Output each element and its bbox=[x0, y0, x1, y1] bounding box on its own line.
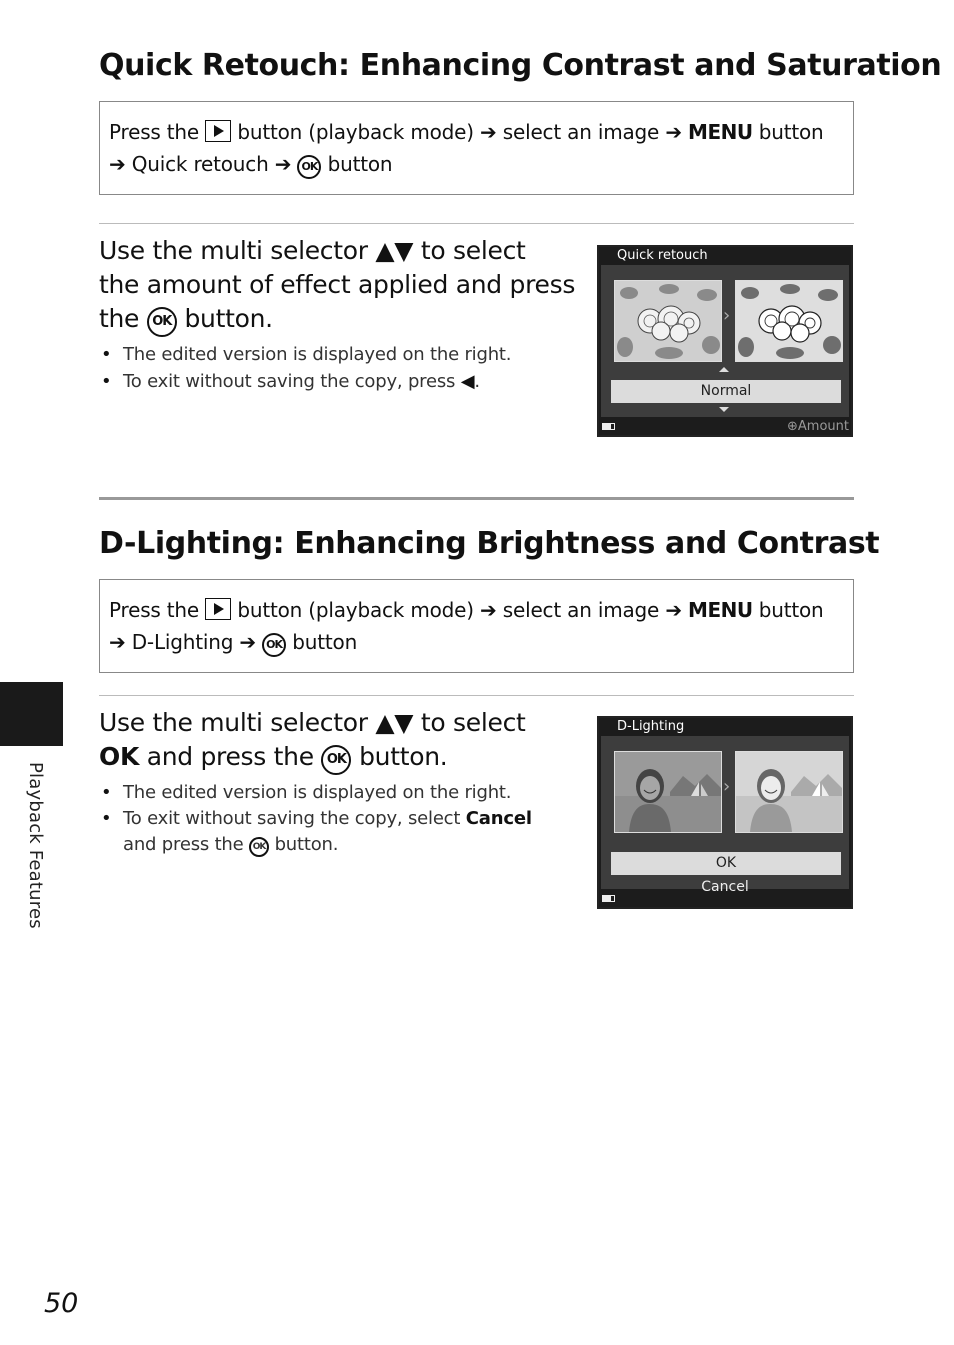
chapter-tab bbox=[0, 682, 63, 746]
chapter-label: Playback Features bbox=[25, 762, 46, 929]
nav-box-d-lighting bbox=[99, 579, 854, 673]
section-divider bbox=[99, 497, 854, 500]
arrow-right-icon: ➔ bbox=[239, 630, 256, 654]
cancel-text: Cancel bbox=[465, 808, 532, 829]
option-cancel: Cancel bbox=[701, 879, 749, 895]
flowers-before-thumbnail bbox=[614, 280, 722, 362]
divider bbox=[99, 223, 854, 224]
play-icon bbox=[205, 120, 231, 142]
arrow-right-icon: ➔ bbox=[665, 120, 682, 144]
nav-text: select an image bbox=[502, 120, 660, 144]
nav-text: button bbox=[758, 120, 824, 144]
amount-hint bbox=[787, 419, 849, 434]
ok-button-icon: OK bbox=[147, 307, 177, 337]
step-instruction-d-lighting bbox=[99, 706, 579, 775]
nav-text: D-Lighting bbox=[131, 630, 234, 654]
ok-button-icon: OK bbox=[297, 155, 321, 179]
list-item: • The edited version is displayed on the right. bbox=[101, 779, 571, 806]
screen-body bbox=[601, 736, 849, 895]
screen-title: Quick retouch bbox=[617, 248, 708, 263]
bullet-text: button. bbox=[274, 834, 339, 855]
chevron-right-icon: › bbox=[723, 776, 731, 797]
list-item: • The edited version is displayed on the right. bbox=[101, 341, 581, 368]
step-text: Use the multi selector bbox=[99, 708, 368, 737]
nav-text: select an image bbox=[502, 598, 660, 622]
list-item bbox=[101, 806, 571, 858]
nav-line-2 bbox=[109, 148, 392, 180]
up-down-arrows-icon: ▲▼ bbox=[375, 708, 414, 737]
multi-selector-icon: ⊕ bbox=[787, 419, 798, 434]
ok-option-text: OK bbox=[99, 742, 140, 771]
nav-line-1 bbox=[109, 594, 824, 626]
step-instruction-quick-retouch bbox=[99, 234, 579, 337]
flowers-after-thumbnail bbox=[735, 280, 843, 362]
portrait-after-thumbnail bbox=[735, 751, 843, 833]
camera-screen-quick-retouch bbox=[597, 245, 853, 437]
battery-icon bbox=[602, 895, 615, 902]
step-text: the amount of effect applied and press bbox=[99, 270, 576, 299]
chevron-right-icon: › bbox=[723, 305, 731, 326]
amount-label: Amount bbox=[797, 419, 849, 434]
menu-icon: MENU bbox=[688, 120, 753, 144]
screen-title: D-Lighting bbox=[617, 719, 685, 734]
option-normal: Normal bbox=[611, 380, 841, 403]
step-text: the bbox=[99, 304, 140, 333]
bullet-list bbox=[101, 341, 581, 395]
portrait-before-thumbnail bbox=[614, 751, 722, 833]
page-number: 50 bbox=[44, 1288, 79, 1319]
step-text: button. bbox=[359, 742, 448, 771]
nav-text: button bbox=[758, 598, 824, 622]
up-down-arrows-icon: ▲▼ bbox=[375, 236, 414, 265]
section-title-quick-retouch: Quick Retouch: Enhancing Contrast and Saturation bbox=[99, 48, 942, 83]
nav-line-1 bbox=[109, 116, 824, 148]
bullet-text: To exit without saving the copy, select bbox=[123, 808, 461, 829]
list-item: • To exit without saving the copy, press ◀. bbox=[101, 368, 581, 395]
screen-body bbox=[601, 265, 849, 417]
arrow-right-icon: ➔ bbox=[665, 598, 682, 622]
section-title-d-lighting: D-Lighting: Enhancing Brightness and Contrast bbox=[99, 526, 880, 561]
play-icon bbox=[205, 598, 231, 620]
arrow-right-icon: ➔ bbox=[274, 152, 292, 176]
ok-button-icon: OK bbox=[321, 745, 351, 775]
ok-button-icon: OK bbox=[249, 837, 269, 857]
nav-text: button bbox=[327, 152, 393, 176]
nav-line-2 bbox=[109, 626, 357, 658]
camera-screen-d-lighting bbox=[597, 716, 853, 909]
nav-text: Press the bbox=[109, 120, 200, 144]
nav-text: Press the bbox=[109, 598, 200, 622]
arrow-right-icon: ➔ bbox=[109, 630, 126, 654]
step-text: button. bbox=[184, 304, 273, 333]
up-arrow-icon bbox=[719, 367, 729, 372]
arrow-right-icon: ➔ bbox=[480, 120, 497, 144]
nav-text: button bbox=[292, 630, 358, 654]
menu-icon: MENU bbox=[688, 598, 753, 622]
nav-text: Quick retouch bbox=[131, 152, 269, 176]
bullet-text: To exit without saving the copy, press bbox=[123, 371, 456, 392]
divider bbox=[99, 695, 854, 696]
left-arrow-icon: ◀ bbox=[460, 371, 475, 392]
bullet-text: and press the bbox=[123, 834, 244, 855]
nav-text: button (playback mode) bbox=[237, 120, 474, 144]
step-text: and press the bbox=[146, 742, 314, 771]
arrow-right-icon: ➔ bbox=[109, 152, 126, 176]
ok-button-icon: OK bbox=[262, 633, 286, 657]
bullet-list bbox=[101, 779, 571, 858]
battery-icon bbox=[602, 423, 615, 430]
arrow-right-icon: ➔ bbox=[480, 598, 497, 622]
step-text: to select bbox=[420, 236, 526, 265]
step-text: to select bbox=[420, 708, 526, 737]
nav-box-quick-retouch bbox=[99, 101, 854, 195]
down-arrow-icon bbox=[719, 407, 729, 412]
step-text: Use the multi selector bbox=[99, 236, 368, 265]
nav-text: button (playback mode) bbox=[237, 598, 474, 622]
option-ok: OK bbox=[611, 852, 841, 875]
